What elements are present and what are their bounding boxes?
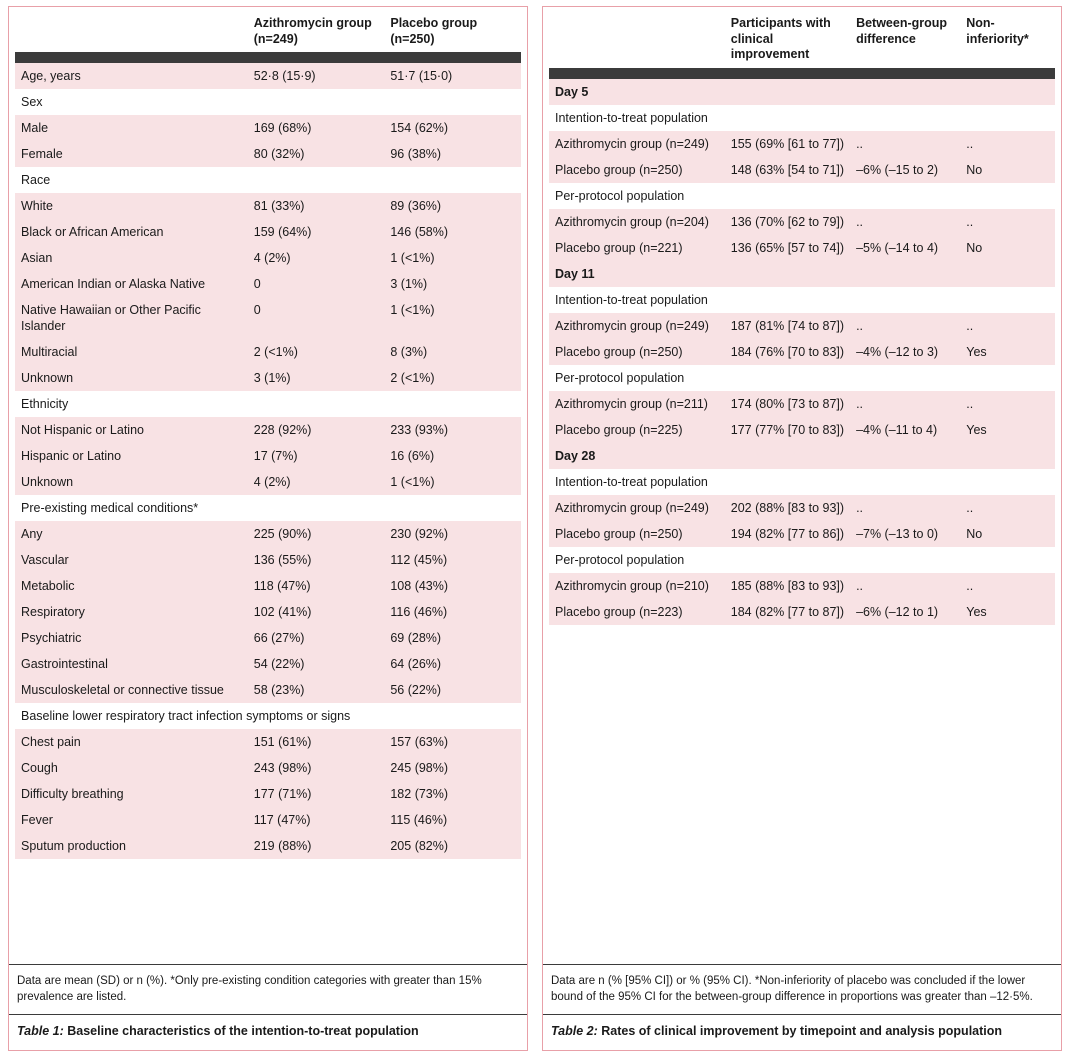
table-row xyxy=(549,157,1055,183)
row-label: Placebo group (n=250) xyxy=(549,521,725,547)
row-value-b: 1 (<1%) xyxy=(384,469,521,495)
row-value-a: 159 (64%) xyxy=(248,219,385,245)
row-value-a: 187 (81% [74 to 87]) xyxy=(725,313,850,339)
table-row xyxy=(15,219,521,245)
table-1-caption-text: Baseline characteristics of the intention-to-treat population xyxy=(63,1024,419,1039)
row-label: Male xyxy=(15,115,248,141)
table-1-header-blank xyxy=(15,11,248,52)
table-2-header-noninferiority: Non-inferiority* xyxy=(960,11,1055,68)
row-label: Intention-to-treat population xyxy=(549,105,1055,131)
row-value-a: 66 (27%) xyxy=(248,625,385,651)
row-value-a: 52·8 (15·9) xyxy=(248,63,385,89)
row-value-b: –4% (–12 to 3) xyxy=(850,339,960,365)
row-label: Placebo group (n=225) xyxy=(549,417,725,443)
row-value-b: 64 (26%) xyxy=(384,651,521,677)
table-2-footnote: Data are n (% [95% CI]) or % (95% CI). *Non-inferiority of placebo was concluded if the lower bound of the 95% CI for the between-group difference in proportions was greater than –12·5%. xyxy=(543,964,1061,1014)
table-2-wrapper xyxy=(543,7,1061,625)
row-label: Baseline lower respiratory tract infection symptoms or signs xyxy=(15,703,521,729)
row-label: Not Hispanic or Latino xyxy=(15,417,248,443)
row-label: Ethnicity xyxy=(15,391,521,417)
row-value-b: .. xyxy=(850,131,960,157)
row-value-b: 233 (93%) xyxy=(384,417,521,443)
row-label: Chest pain xyxy=(15,729,248,755)
table-row xyxy=(549,521,1055,547)
row-label: Azithromycin group (n=249) xyxy=(549,313,725,339)
row-value-c: Yes xyxy=(960,417,1055,443)
row-label: Race xyxy=(15,167,521,193)
table-row xyxy=(549,79,1055,105)
row-label: Metabolic xyxy=(15,573,248,599)
row-value-a: 80 (32%) xyxy=(248,141,385,167)
table-row xyxy=(15,417,521,443)
row-value-a: 118 (47%) xyxy=(248,573,385,599)
row-value-a: 0 xyxy=(248,271,385,297)
table-1-header-azithromycin: Azithromycin group (n=249) xyxy=(248,11,385,52)
table-2-panel xyxy=(542,6,1062,1051)
row-value-b: 16 (6%) xyxy=(384,443,521,469)
table-row xyxy=(15,141,521,167)
row-value-a: 177 (71%) xyxy=(248,781,385,807)
row-value-a: 151 (61%) xyxy=(248,729,385,755)
table-row xyxy=(15,625,521,651)
row-value-b: –4% (–11 to 4) xyxy=(850,417,960,443)
row-value-a: 17 (7%) xyxy=(248,443,385,469)
row-value-b: 116 (46%) xyxy=(384,599,521,625)
table-row xyxy=(15,703,521,729)
row-value-b: 112 (45%) xyxy=(384,547,521,573)
row-label: Placebo group (n=250) xyxy=(549,157,725,183)
row-label: Multiracial xyxy=(15,339,248,365)
table-row xyxy=(15,89,521,115)
row-value-a: 3 (1%) xyxy=(248,365,385,391)
row-value-b: 96 (38%) xyxy=(384,141,521,167)
table-1-header-rule-cell xyxy=(15,52,521,63)
row-label: Azithromycin group (n=204) xyxy=(549,209,725,235)
row-label: Respiratory xyxy=(15,599,248,625)
row-label: White xyxy=(15,193,248,219)
row-value-a: 2 (<1%) xyxy=(248,339,385,365)
row-value-b: 157 (63%) xyxy=(384,729,521,755)
row-label: Intention-to-treat population xyxy=(549,469,1055,495)
row-value-a: 81 (33%) xyxy=(248,193,385,219)
row-value-b: 69 (28%) xyxy=(384,625,521,651)
row-value-b: –6% (–15 to 2) xyxy=(850,157,960,183)
row-value-b: 3 (1%) xyxy=(384,271,521,297)
table-1-head xyxy=(15,11,521,63)
row-label: Azithromycin group (n=211) xyxy=(549,391,725,417)
row-label: Hispanic or Latino xyxy=(15,443,248,469)
table-1-header-placebo: Placebo group (n=250) xyxy=(384,11,521,52)
row-value-b: .. xyxy=(850,313,960,339)
row-value-c: .. xyxy=(960,209,1055,235)
row-value-b: 108 (43%) xyxy=(384,573,521,599)
row-value-b: 230 (92%) xyxy=(384,521,521,547)
row-label: Female xyxy=(15,141,248,167)
table-row xyxy=(15,807,521,833)
table-2-spacer xyxy=(543,625,1061,964)
table-1-header-row xyxy=(15,11,521,52)
table-row xyxy=(15,833,521,859)
row-value-b: 51·7 (15·0) xyxy=(384,63,521,89)
table-row xyxy=(15,495,521,521)
table-2-caption-text: Rates of clinical improvement by timepoint and analysis population xyxy=(597,1024,1003,1039)
row-value-b: –6% (–12 to 1) xyxy=(850,599,960,625)
row-value-b: –7% (–13 to 0) xyxy=(850,521,960,547)
row-label: Psychiatric xyxy=(15,625,248,651)
row-value-b: 182 (73%) xyxy=(384,781,521,807)
row-value-a: 228 (92%) xyxy=(248,417,385,443)
table-row xyxy=(15,729,521,755)
row-label: Per-protocol population xyxy=(549,365,1055,391)
row-value-c: Yes xyxy=(960,339,1055,365)
row-value-a: 102 (41%) xyxy=(248,599,385,625)
row-value-b: –5% (–14 to 4) xyxy=(850,235,960,261)
row-value-c: Yes xyxy=(960,599,1055,625)
table-row xyxy=(15,297,521,339)
row-label: Unknown xyxy=(15,469,248,495)
table-row xyxy=(549,365,1055,391)
row-label: Azithromycin group (n=249) xyxy=(549,495,725,521)
row-value-b: 1 (<1%) xyxy=(384,297,521,339)
row-value-a: 148 (63% [54 to 71]) xyxy=(725,157,850,183)
table-row xyxy=(15,781,521,807)
table-1-footnote: Data are mean (SD) or n (%). *Only pre-existing condition categories with greater than 15% prevalence are listed. xyxy=(9,964,527,1014)
table-row xyxy=(549,443,1055,469)
row-value-b: 154 (62%) xyxy=(384,115,521,141)
row-value-a: 117 (47%) xyxy=(248,807,385,833)
row-label: Vascular xyxy=(15,547,248,573)
row-label: Day 11 xyxy=(549,261,1055,287)
table-2-caption-label: Table 2: xyxy=(551,1024,598,1039)
row-value-b: .. xyxy=(850,495,960,521)
table-row xyxy=(549,495,1055,521)
table-row xyxy=(15,755,521,781)
table-2-header-row xyxy=(549,11,1055,68)
row-label: Intention-to-treat population xyxy=(549,287,1055,313)
table-row xyxy=(15,599,521,625)
table-row xyxy=(15,271,521,297)
table-row xyxy=(549,547,1055,573)
row-value-b: 8 (3%) xyxy=(384,339,521,365)
table-row xyxy=(15,167,521,193)
row-value-a: 0 xyxy=(248,297,385,339)
row-label: Azithromycin group (n=210) xyxy=(549,573,725,599)
row-label: Azithromycin group (n=249) xyxy=(549,131,725,157)
row-label: Day 5 xyxy=(549,79,1055,105)
row-value-b: .. xyxy=(850,573,960,599)
row-label: Placebo group (n=250) xyxy=(549,339,725,365)
row-label: Native Hawaiian or Other Pacific Islander xyxy=(15,297,248,339)
table-row xyxy=(15,469,521,495)
table-1-wrapper xyxy=(9,7,527,859)
table-2-header-improvement: Participants with clinical improvement xyxy=(725,11,850,68)
row-value-a: 136 (70% [62 to 79]) xyxy=(725,209,850,235)
table-row xyxy=(15,547,521,573)
row-value-b: .. xyxy=(850,391,960,417)
row-label: Fever xyxy=(15,807,248,833)
row-label: Musculoskeletal or connective tissue xyxy=(15,677,248,703)
row-value-b: 245 (98%) xyxy=(384,755,521,781)
table-row xyxy=(15,573,521,599)
table-2-body xyxy=(549,79,1055,625)
table-row xyxy=(549,339,1055,365)
table-row xyxy=(15,193,521,219)
table-2-head xyxy=(549,11,1055,79)
table-1-caption-label: Table 1: xyxy=(17,1024,64,1039)
table-row xyxy=(15,443,521,469)
row-label: Cough xyxy=(15,755,248,781)
row-label: Gastrointestinal xyxy=(15,651,248,677)
table-2-header-blank xyxy=(549,11,725,68)
row-label: Per-protocol population xyxy=(549,183,1055,209)
row-value-b: 146 (58%) xyxy=(384,219,521,245)
table-row xyxy=(549,131,1055,157)
table-row xyxy=(549,209,1055,235)
table-1-spacer xyxy=(9,859,527,964)
row-value-c: .. xyxy=(960,573,1055,599)
row-label: Age, years xyxy=(15,63,248,89)
row-value-a: 184 (82% [77 to 87]) xyxy=(725,599,850,625)
row-value-a: 194 (82% [77 to 86]) xyxy=(725,521,850,547)
row-label: Pre-existing medical conditions* xyxy=(15,495,521,521)
table-row xyxy=(549,573,1055,599)
table-1-panel xyxy=(8,6,528,1051)
row-value-c: No xyxy=(960,157,1055,183)
row-value-c: No xyxy=(960,521,1055,547)
table-row xyxy=(549,599,1055,625)
row-label: Sputum production xyxy=(15,833,248,859)
table-row xyxy=(549,391,1055,417)
row-value-b: 205 (82%) xyxy=(384,833,521,859)
table-1-body xyxy=(15,63,521,859)
row-value-c: .. xyxy=(960,391,1055,417)
table-2-header-rule-cell xyxy=(549,68,1055,79)
row-label: Per-protocol population xyxy=(549,547,1055,573)
table-row xyxy=(15,521,521,547)
row-label: Any xyxy=(15,521,248,547)
row-value-b: 56 (22%) xyxy=(384,677,521,703)
row-value-a: 219 (88%) xyxy=(248,833,385,859)
row-value-c: .. xyxy=(960,495,1055,521)
row-label: Difficulty breathing xyxy=(15,781,248,807)
table-row xyxy=(549,313,1055,339)
row-label: Asian xyxy=(15,245,248,271)
table-row xyxy=(549,105,1055,131)
row-label: American Indian or Alaska Native xyxy=(15,271,248,297)
row-value-b: 89 (36%) xyxy=(384,193,521,219)
row-value-a: 169 (68%) xyxy=(248,115,385,141)
row-value-b: 1 (<1%) xyxy=(384,245,521,271)
table-row xyxy=(15,651,521,677)
table-row xyxy=(15,339,521,365)
row-value-a: 136 (65% [57 to 74]) xyxy=(725,235,850,261)
row-value-a: 136 (55%) xyxy=(248,547,385,573)
row-value-c: .. xyxy=(960,313,1055,339)
row-value-a: 54 (22%) xyxy=(248,651,385,677)
table-row xyxy=(15,245,521,271)
row-value-a: 174 (80% [73 to 87]) xyxy=(725,391,850,417)
row-value-a: 4 (2%) xyxy=(248,245,385,271)
row-label: Black or African American xyxy=(15,219,248,245)
row-value-b: .. xyxy=(850,209,960,235)
table-row xyxy=(15,63,521,89)
table-row xyxy=(549,235,1055,261)
table-row xyxy=(15,115,521,141)
table-2-caption xyxy=(543,1014,1061,1050)
row-label: Unknown xyxy=(15,365,248,391)
table-2 xyxy=(549,11,1055,625)
table-row xyxy=(15,391,521,417)
table-2-header-difference: Between-group difference xyxy=(850,11,960,68)
table-2-header-rule xyxy=(549,68,1055,79)
table-1 xyxy=(15,11,521,859)
row-value-a: 243 (98%) xyxy=(248,755,385,781)
table-row xyxy=(549,287,1055,313)
table-row xyxy=(15,677,521,703)
row-label: Day 28 xyxy=(549,443,1055,469)
row-label: Sex xyxy=(15,89,521,115)
row-value-a: 184 (76% [70 to 83]) xyxy=(725,339,850,365)
table-row xyxy=(549,183,1055,209)
row-value-a: 155 (69% [61 to 77]) xyxy=(725,131,850,157)
row-value-a: 202 (88% [83 to 93]) xyxy=(725,495,850,521)
table-row xyxy=(15,365,521,391)
table-row xyxy=(549,469,1055,495)
table-row xyxy=(549,417,1055,443)
row-value-a: 185 (88% [83 to 93]) xyxy=(725,573,850,599)
row-label: Placebo group (n=221) xyxy=(549,235,725,261)
row-value-c: No xyxy=(960,235,1055,261)
row-value-b: 2 (<1%) xyxy=(384,365,521,391)
row-value-a: 177 (77% [70 to 83]) xyxy=(725,417,850,443)
row-label: Placebo group (n=223) xyxy=(549,599,725,625)
table-row xyxy=(549,261,1055,287)
table-1-header-rule xyxy=(15,52,521,63)
table-1-caption xyxy=(9,1014,527,1050)
row-value-a: 58 (23%) xyxy=(248,677,385,703)
row-value-a: 225 (90%) xyxy=(248,521,385,547)
row-value-a: 4 (2%) xyxy=(248,469,385,495)
row-value-b: 115 (46%) xyxy=(384,807,521,833)
row-value-c: .. xyxy=(960,131,1055,157)
